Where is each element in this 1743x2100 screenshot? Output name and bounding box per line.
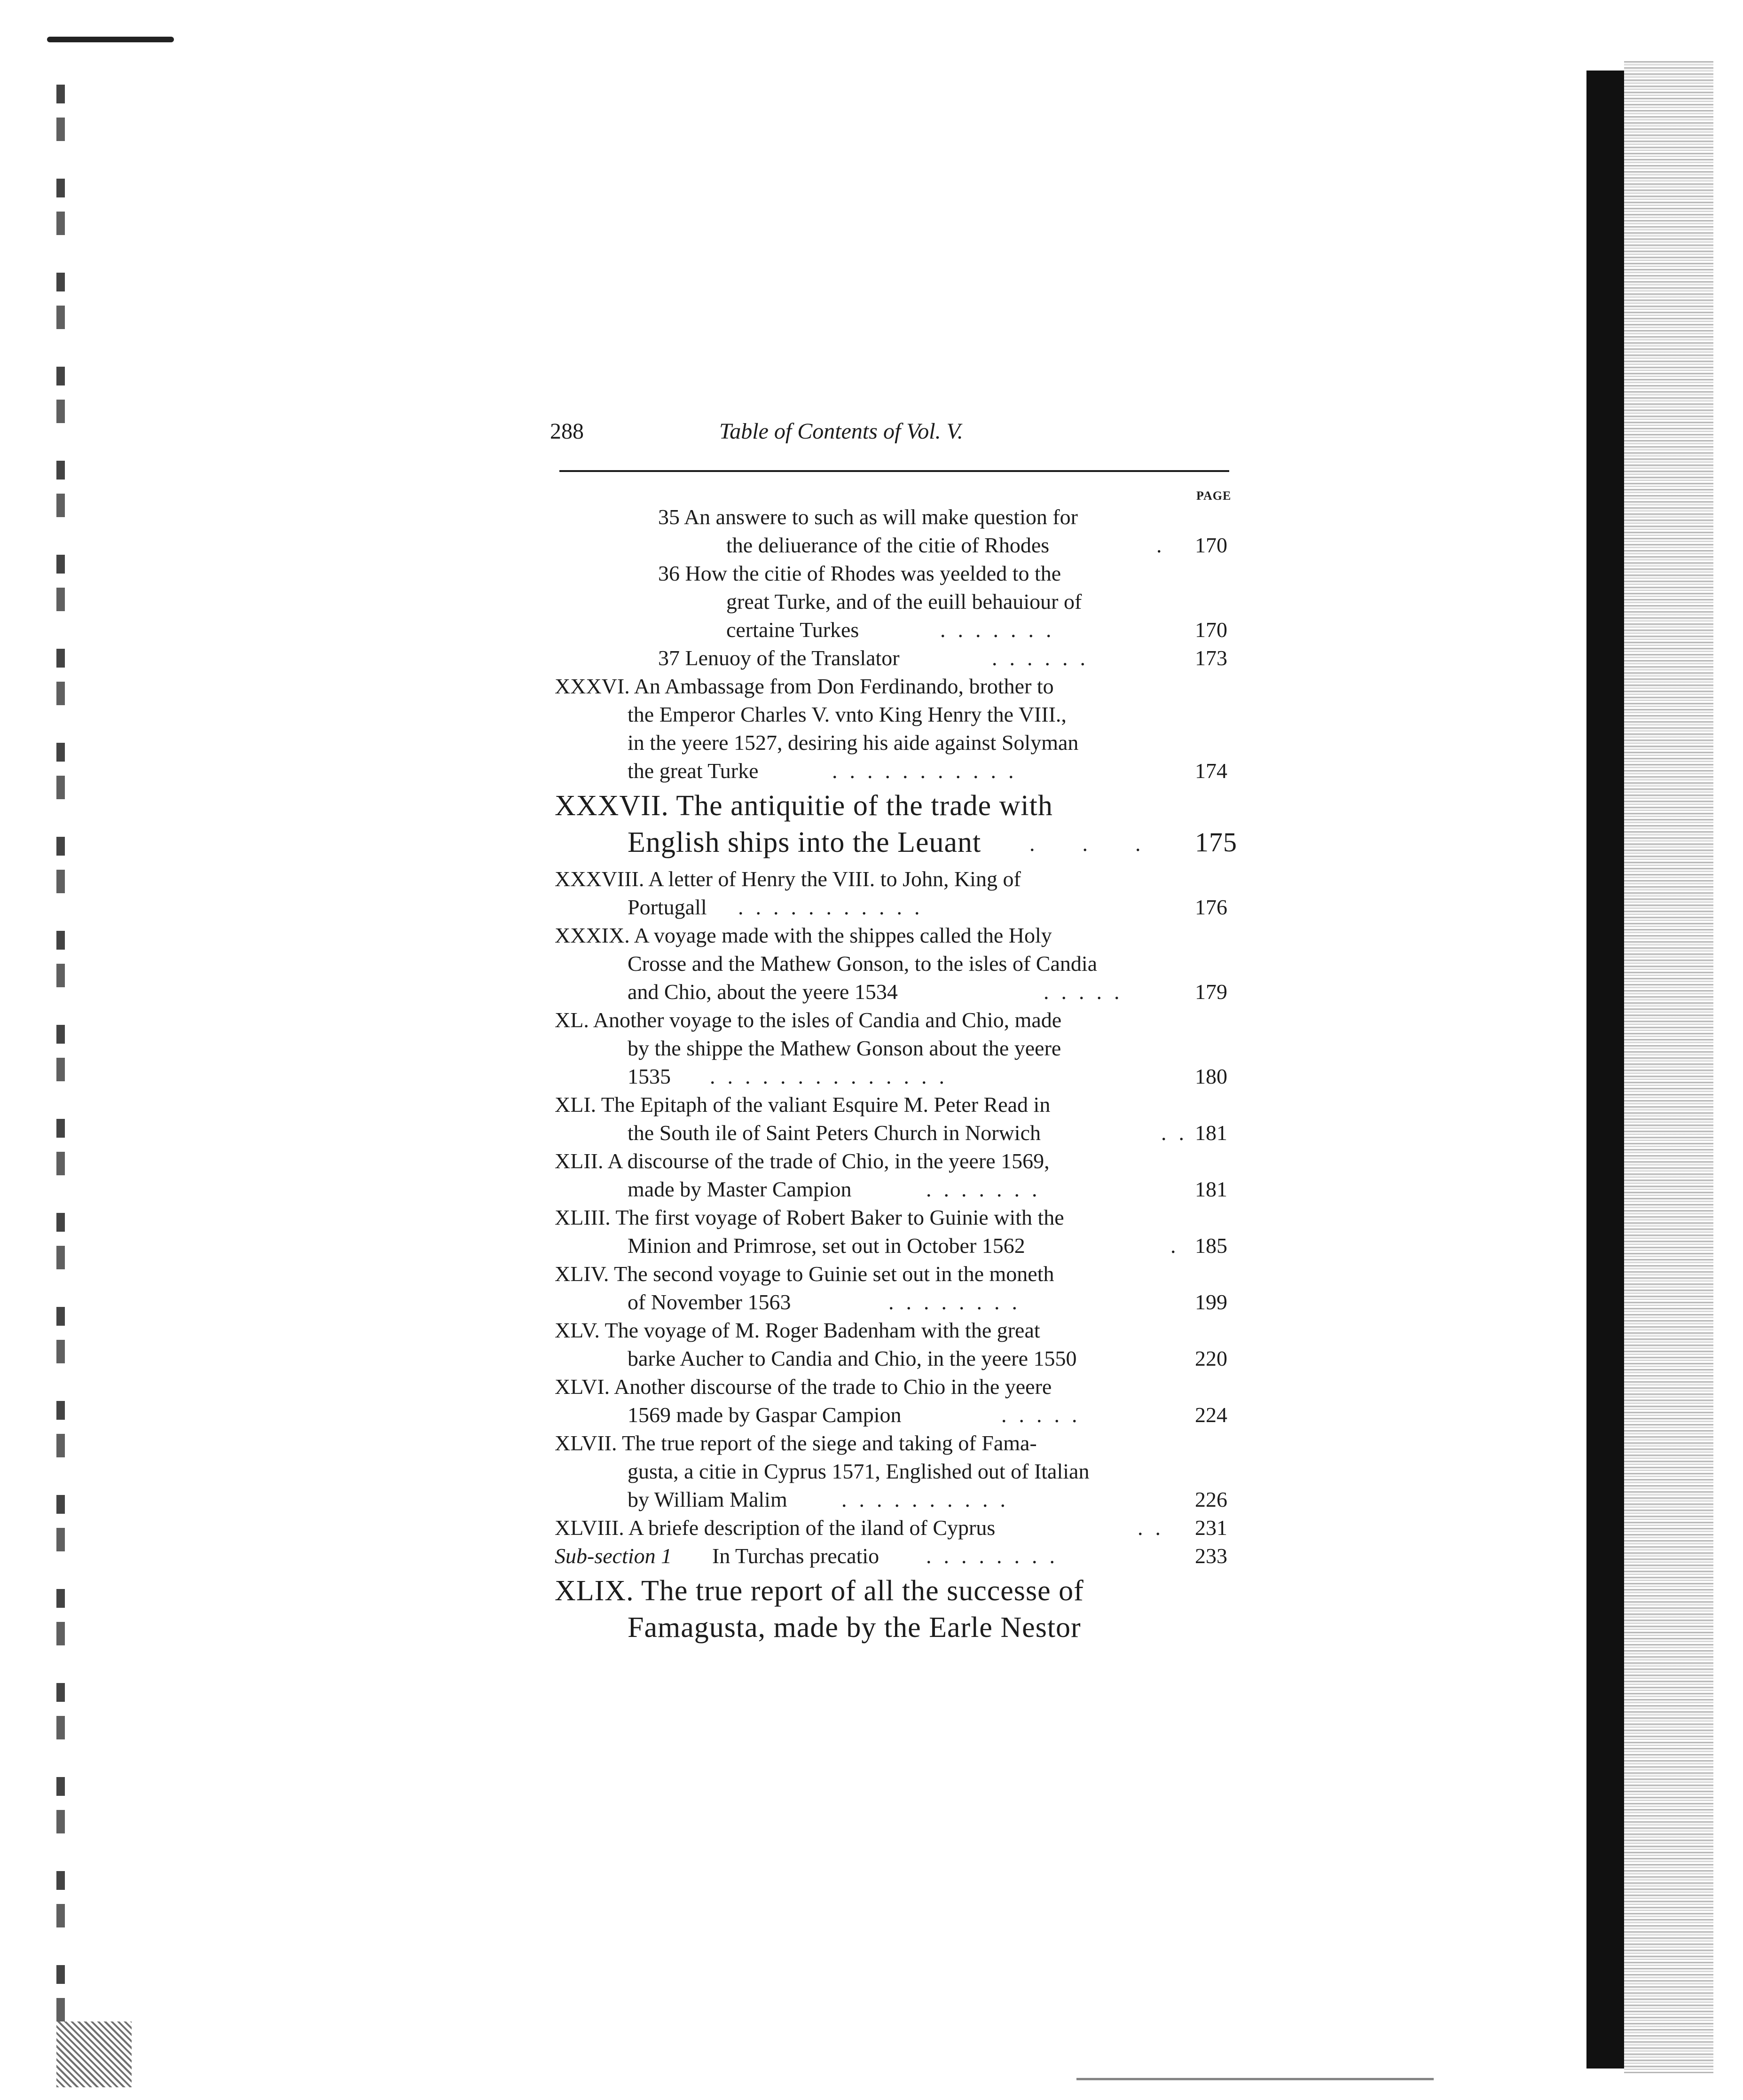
- toc-entry-line: XL. Another voyage to the isles of Candia and Chio, made: [555, 1008, 1062, 1032]
- toc-entry-line: XLIII. The first voyage of Robert Baker to Guinie with the: [555, 1205, 1064, 1229]
- dot-leader: ..........: [841, 1487, 1018, 1511]
- toc-entry-line: and Chio, about the yeere 1534: [628, 980, 898, 1004]
- toc-entry-line: XXXIX. A voyage made with the shippes called the Holy: [555, 923, 1052, 947]
- toc-page-number: 170: [1195, 533, 1227, 557]
- toc-entry-line: In Turchas precatio: [712, 1544, 879, 1568]
- toc-entry-line: by William Malim: [628, 1487, 787, 1511]
- dot-leader: ........: [926, 1544, 1067, 1568]
- dot-leader: ..: [1138, 1516, 1173, 1540]
- toc-entry-line: in the yeere 1527, desiring his aide against Solyman: [628, 731, 1079, 755]
- scan-artifact-bottom-left: [56, 2021, 132, 2087]
- dot-leader: . . .: [1029, 832, 1153, 856]
- scan-artifact-top: [47, 37, 174, 42]
- scan-artifact-right-texture: [1624, 61, 1713, 2073]
- dot-leader: ..: [1161, 1121, 1196, 1145]
- dot-leader: ......: [992, 646, 1098, 670]
- toc-entry-line: XXXVIII. A letter of Henry the VIII. to John, King of: [555, 867, 1021, 891]
- toc-entry-line: XLVII. The true report of the siege and taking of Fama-: [555, 1431, 1037, 1455]
- toc-entry-line: 35 An answere to such as will make question for: [658, 505, 1078, 529]
- dot-leader: ..............: [710, 1064, 957, 1088]
- header-rule: [559, 470, 1229, 472]
- toc-page-number: 180: [1195, 1064, 1227, 1088]
- toc-entry-line: Minion and Primrose, set out in October 1562: [628, 1234, 1025, 1258]
- toc-page-number: 226: [1195, 1487, 1227, 1511]
- dot-leader: .: [1170, 1234, 1188, 1258]
- toc-entry-line: XLIV. The second voyage to Guinie set out in the moneth: [555, 1262, 1054, 1286]
- toc-page-number: 173: [1195, 646, 1227, 670]
- toc-entry-line: by the shippe the Mathew Gonson about the yeere: [628, 1036, 1061, 1060]
- toc-page-number: 175: [1195, 827, 1237, 857]
- toc-entry-line: the Emperor Charles V. vnto King Henry the VIII.,: [628, 702, 1067, 726]
- toc-entry-line-large: XLIX. The true report of all the successe of: [555, 1575, 1084, 1607]
- dot-leader: .......: [940, 618, 1064, 642]
- subsection-label: Sub-section 1: [555, 1544, 672, 1568]
- running-head: [550, 414, 1236, 451]
- toc-entry-line: gusta, a citie in Cyprus 1571, Englished out of Italian: [628, 1459, 1090, 1483]
- toc-page-number: 170: [1195, 618, 1227, 642]
- toc-entry-line: Crosse and the Mathew Gonson, to the isles of Candia: [628, 952, 1098, 975]
- toc-entry-line: 37 Lenuoy of the Translator: [658, 646, 900, 670]
- toc-entry-line-large: XXXVII. The antiquitie of the trade with: [555, 790, 1053, 822]
- toc-entry-line: XLII. A discourse of the trade of Chio, in the yeere 1569,: [555, 1149, 1050, 1173]
- dot-leader: .: [1156, 533, 1174, 557]
- toc-entry-line: XLI. The Epitaph of the valiant Esquire M. Peter Read in: [555, 1093, 1051, 1117]
- dot-leader: .....: [1001, 1403, 1090, 1427]
- toc-entry-line: the deliuerance of the citie of Rhodes: [726, 533, 1050, 557]
- dot-leader: ...........: [832, 759, 1026, 783]
- scan-artifact-bottom-line: [1076, 2078, 1434, 2080]
- toc-entry-line: barke Aucher to Candia and Chio, in the yeere 1550: [628, 1346, 1077, 1370]
- page-number: 288: [550, 419, 584, 444]
- toc-page-number: 181: [1195, 1177, 1227, 1201]
- page-column-label: PAGE: [1196, 489, 1232, 503]
- dot-leader: .....: [1044, 980, 1132, 1004]
- toc-page-number: 231: [1195, 1516, 1227, 1540]
- toc-page-number: 176: [1195, 895, 1227, 919]
- toc-page-number: 185: [1195, 1234, 1227, 1258]
- toc-entry-line: XLV. The voyage of M. Roger Badenham with the great: [555, 1318, 1040, 1342]
- toc-entry-line: XXXVI. An Ambassage from Don Ferdinando, brother to: [555, 674, 1054, 698]
- toc-entry-line: 1535: [628, 1064, 671, 1088]
- toc-entry-line: Portugall: [628, 895, 707, 919]
- toc-entry-line: 36 How the citie of Rhodes was yeelded to the: [658, 561, 1061, 585]
- book-page: [550, 414, 1237, 1644]
- toc-entry-line-large: English ships into the Leuant: [628, 826, 981, 858]
- toc-entry-line: certaine Turkes: [726, 618, 859, 642]
- toc-entry-line-large: Famagusta, made by the Earle Nestor: [628, 1612, 1081, 1644]
- toc-entry-line: the South ile of Saint Peters Church in Norwich: [628, 1121, 1041, 1145]
- toc-page-number: 179: [1195, 980, 1227, 1004]
- running-title: Table of Contents of Vol. V.: [719, 419, 963, 444]
- toc-page-number: 199: [1195, 1290, 1227, 1314]
- dot-leader: .......: [926, 1177, 1050, 1201]
- toc-page-number: 181: [1195, 1121, 1227, 1145]
- toc-entry-line: great Turke, and of the euill behauiour of: [726, 590, 1082, 613]
- toc-page-number: 174: [1195, 759, 1227, 783]
- toc-entry-line: the great Turke: [628, 759, 759, 783]
- toc-page-number: 224: [1195, 1403, 1227, 1427]
- toc-entry-line: made by Master Campion: [628, 1177, 852, 1201]
- dot-leader: ...........: [738, 895, 932, 919]
- scan-artifact-left-edge: [56, 85, 65, 2059]
- toc-entry-line: XLVI. Another discourse of the trade to Chio in the yeere: [555, 1375, 1052, 1399]
- scan-artifact-page-edge-shadow: [1586, 71, 1624, 2069]
- toc-entry-line: of November 1563: [628, 1290, 791, 1314]
- toc-page-number: 220: [1195, 1346, 1227, 1370]
- toc-entry-line: XLVIII. A briefe description of the iland of Cyprus: [555, 1516, 996, 1540]
- toc-entry-line: 1569 made by Gaspar Campion: [628, 1403, 902, 1427]
- dot-leader: ........: [888, 1290, 1029, 1314]
- toc-page-number: 233: [1195, 1544, 1227, 1568]
